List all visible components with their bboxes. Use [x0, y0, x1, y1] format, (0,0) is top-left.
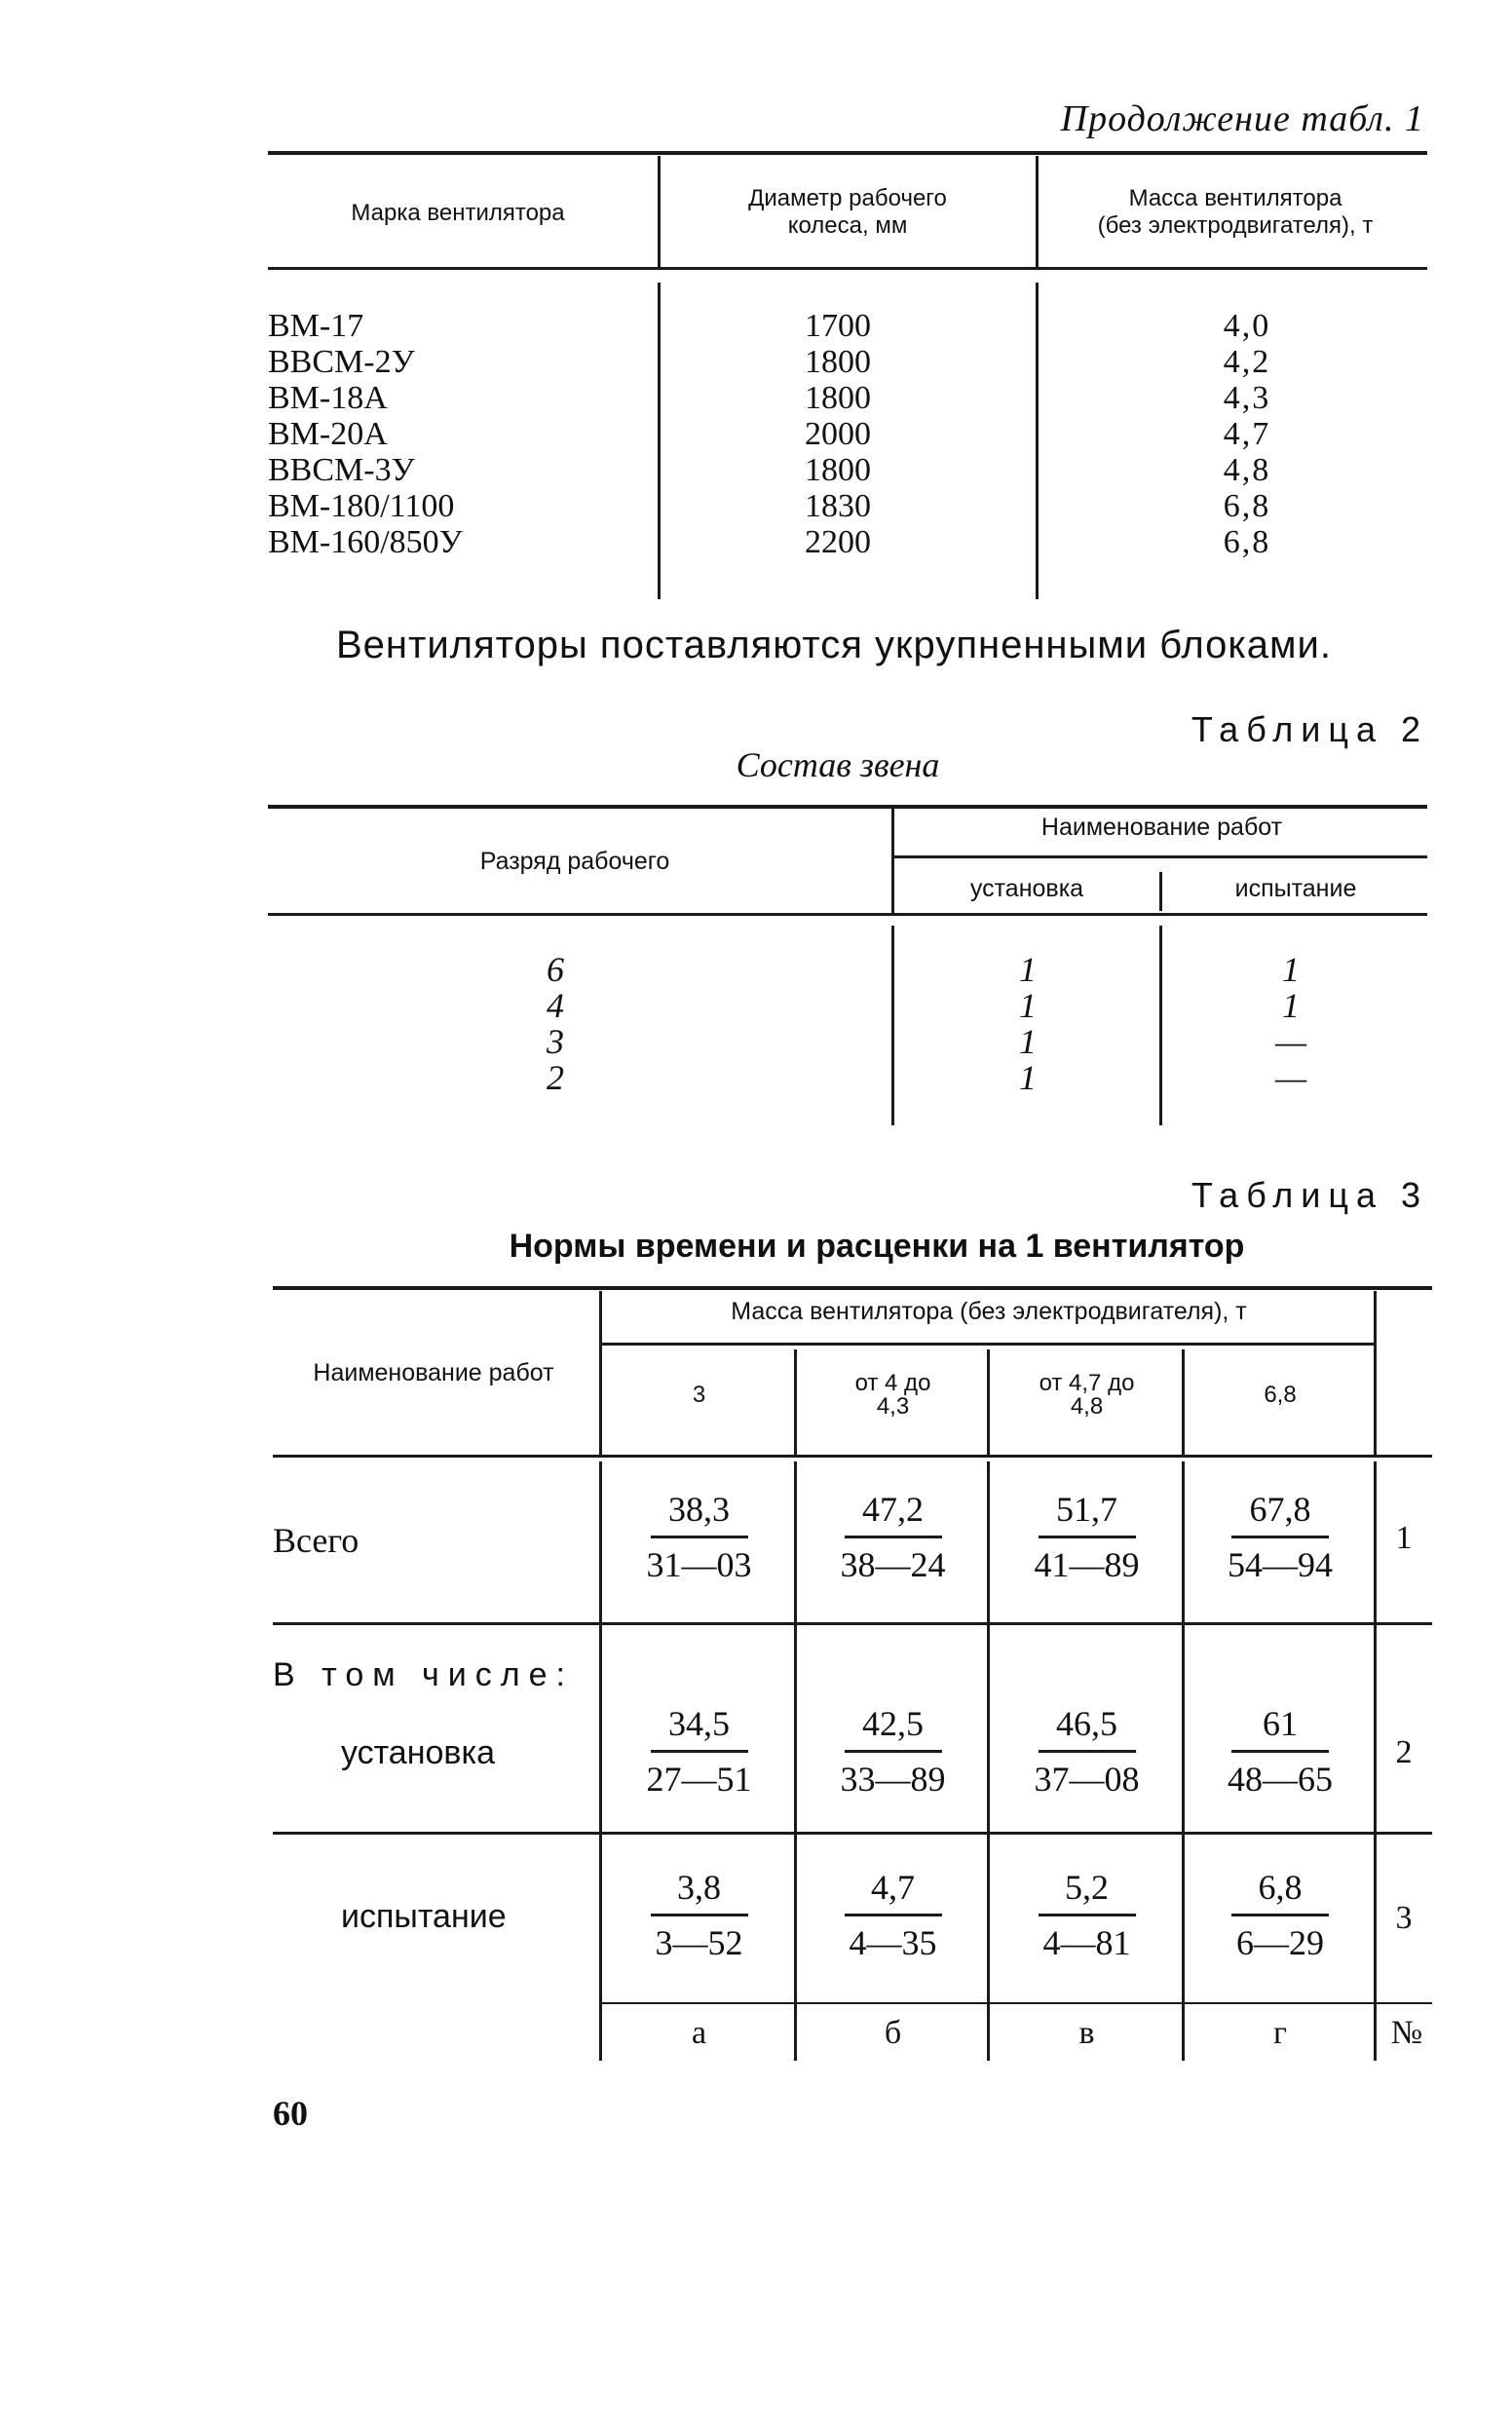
table3-row-install-name: установка [341, 1734, 495, 1771]
table2-header-group: Наименование работ [1040, 814, 1283, 841]
table-cell: 51,7 41—89 [1034, 1490, 1140, 1584]
table-row: 6 [547, 950, 564, 989]
table3-row-total-name: Всего [273, 1521, 359, 1560]
table-row: ВМ-20А [268, 416, 388, 452]
table2-test-column [1252, 952, 1330, 1096]
table-cell: 1830 [805, 488, 871, 524]
table-cell: 34,5 27—51 [646, 1704, 752, 1799]
table-cell: 4,3 [1223, 380, 1271, 416]
table-cell: 1 [1282, 986, 1300, 1025]
table3-footer-d: г [1273, 2015, 1287, 2051]
table-cell: 6,8 [1223, 524, 1271, 560]
table3-row-install-number: 2 [1395, 1734, 1413, 1770]
table-cell: 1800 [805, 380, 871, 416]
table-cell: 4,7 [1223, 416, 1271, 452]
table-cell: 5,2 4—81 [992, 1865, 1182, 1965]
table2-label: Таблица 2 [1191, 709, 1428, 749]
table-cell: 1 [1019, 1022, 1037, 1061]
table3-row-test-number: 3 [1395, 1900, 1413, 1936]
table3-title: Нормы времени и расценки на 1 вентилятор [509, 1228, 1245, 1265]
table2-header-install: установка [969, 875, 1084, 902]
table-cell: 1 [1019, 1058, 1037, 1097]
table3-footer-b: б [884, 2015, 902, 2051]
table3-label: Таблица 3 [1191, 1175, 1428, 1215]
table-cell: — [1274, 1058, 1306, 1097]
table-cell: 47,2 38—24 [840, 1490, 946, 1584]
table-cell: 61 48—65 [1228, 1704, 1333, 1799]
table3-mass-col-a: 3 [692, 1382, 706, 1408]
table-cell: 4,8 [1223, 452, 1271, 488]
table-cell: 1700 [805, 308, 871, 344]
table-row: 2 [547, 1058, 564, 1097]
table-row: ВМ-160/850У [268, 524, 463, 560]
table-cell: 3,8 3—52 [604, 1865, 794, 1965]
table1-header-diameter: Диаметр рабочего колеса, мм [748, 185, 947, 239]
table-row: ВВСМ-3У [268, 452, 415, 488]
table-cell: 4,2 [1223, 344, 1271, 380]
table3-row-test-name: испытание [341, 1898, 507, 1935]
table1-diameter-column [760, 308, 916, 560]
page-number: 60 [273, 2094, 308, 2133]
table2-header-test: испытание [1234, 875, 1357, 902]
table2-install-column [989, 952, 1067, 1096]
table-cell: — [1274, 1022, 1306, 1061]
table3-footer-a: а [691, 2015, 707, 2051]
table3-including-label: В том числе: [273, 1656, 574, 1693]
table3-header-work: Наименование работ [313, 1359, 554, 1386]
table-cell: 38,3 31—03 [646, 1490, 752, 1584]
table-row: 3 [547, 1022, 564, 1061]
table2-header-rank: Разряд рабочего [479, 848, 670, 875]
statement-text: Вентиляторы поставляются укрупненными блоками. [336, 624, 1332, 666]
table3-mass-col-b: от 4 до 4,3 [854, 1370, 931, 1420]
table-cell: 1 [1019, 986, 1037, 1025]
table-cell: 6,8 [1223, 488, 1271, 524]
table3-mass-col-c: от 4,7 до 4,8 [1039, 1370, 1135, 1420]
table3-footer-c: в [1078, 2015, 1095, 2051]
table3-header-group: Масса вентилятора (без электродвигателя), т [731, 1298, 1247, 1325]
table1-header-brand: Марка вентилятора [351, 200, 565, 226]
table-row: ВМ-180/1100 [268, 488, 455, 524]
table-cell: 1 [1019, 950, 1037, 989]
table1-brand-column [268, 308, 463, 560]
table3-row-total-number: 1 [1395, 1520, 1413, 1556]
table2-title: Состав звена [736, 745, 940, 784]
table-cell: 4,0 [1223, 308, 1271, 344]
table1-header-mass: Масса вентилятора (без электродвигателя), т [1097, 185, 1374, 239]
table3-mass-col-d: 6,8 [1264, 1382, 1297, 1408]
continuation-label: Продолжение табл. 1 [1060, 98, 1424, 139]
table-row: ВМ-18А [268, 380, 388, 416]
table-cell: 2200 [805, 524, 871, 560]
table-cell: 1800 [805, 344, 871, 380]
table-row: 4 [547, 986, 564, 1025]
table3-footer-number-sign: № [1390, 2015, 1423, 2051]
table-cell: 46,5 37—08 [1034, 1704, 1140, 1799]
table-cell: 2000 [805, 416, 871, 452]
table-cell: 1 [1282, 950, 1300, 989]
table-row: ВВСМ-2У [268, 344, 415, 380]
table-row: ВМ-17 [268, 308, 364, 344]
table-cell: 6,8 6—29 [1187, 1865, 1374, 1965]
table1-mass-column [1184, 308, 1310, 560]
table-cell: 4,7 4—35 [799, 1865, 987, 1965]
table-cell: 67,8 54—94 [1228, 1490, 1333, 1584]
table2-rank-column [516, 952, 594, 1096]
table-cell: 1800 [805, 452, 871, 488]
table-cell: 42,5 33—89 [840, 1704, 946, 1799]
